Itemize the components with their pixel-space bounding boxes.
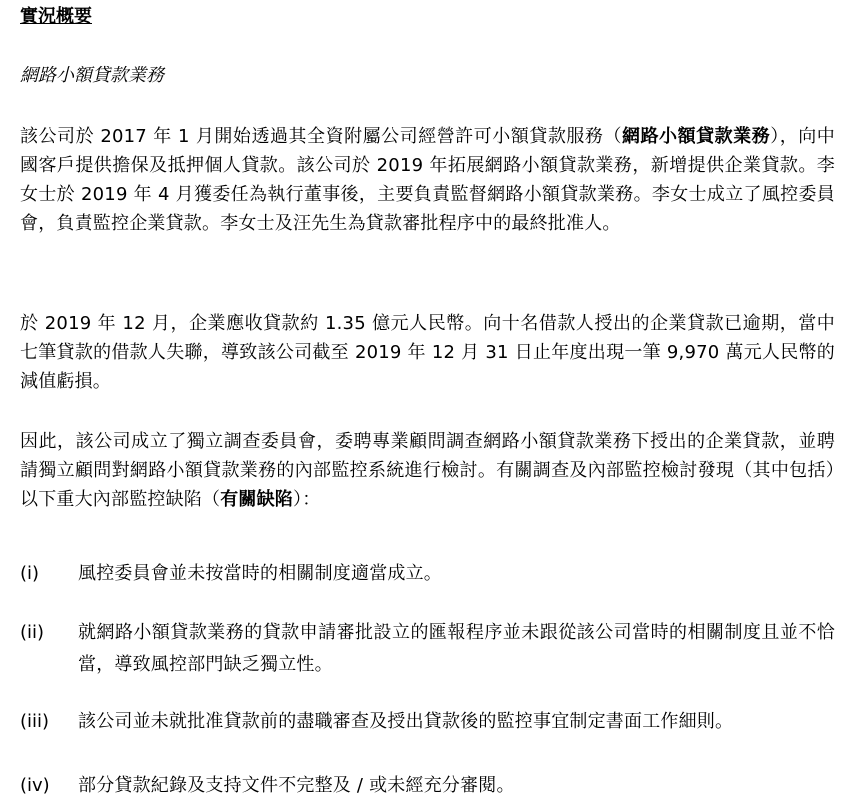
paragraph-3 (20, 427, 835, 514)
paragraph-1-text-b: ），向中國客戶提供擔保及抵押個人貸款。該公司於 2019 年拓展網路小額貸款業務，新增提供企業貸款。李女士於 2019 年 4 月獲委任為執行董事後，主要負責監督網路小額貸款業務。李女士成立了風控委員會，負責監控企業貸款。李女士及汪先生為貸款審批程序中的最終批准人。 (20, 126, 835, 234)
list-item-number: (ii) (20, 622, 45, 643)
paragraph-1-text-a: 該公司於 2017 年 1 月開始透過其全資附屬公司經營許可小額貸款服務（ (20, 126, 622, 147)
list-item-number: (i) (20, 563, 40, 584)
sub-title: 網路小額貸款業務 (20, 65, 164, 86)
list-item-number: (iv) (20, 775, 50, 796)
paragraph-2: 於 2019 年 12 月，企業應收貸款約 1.35 億元人民幣。向十名借款人授出的企業貸款已逾期，當中七筆貸款的借款人失聯，導致該公司截至 2019 年 12 月 31 日止年度出現一筆 9,970 萬元人民幣的減值虧損。 (20, 313, 835, 392)
paragraph-1 (20, 122, 835, 238)
list-item-text: 部分貸款紀錄及支持文件不完整及 / 或未經充分審閱。 (78, 775, 515, 796)
paragraph-3-text-b: ）： (293, 489, 321, 510)
paragraph-1-bold-term: 網路小額貸款業務 (622, 126, 771, 147)
section-title: 實況概要 (20, 6, 92, 27)
list-item-text: 風控委員會並未按當時的相關制度適當成立。 (78, 563, 442, 584)
list-item-number: (iii) (20, 711, 50, 732)
paragraph-3-bold-term: 有關缺陷 (220, 489, 294, 510)
list-item-text: 該公司並未就批准貸款前的盡職審查及授出貸款後的監控事宜制定書面工作細則。 (78, 711, 734, 732)
paragraph-3-text-a: 因此，該公司成立了獨立調查委員會，委聘專業顧問調查網路小額貸款業務下授出的企業貸款，並聘請獨立顧問對網路小額貸款業務的內部監控系統進行檢討。有關調查及內部監控檢討發現（其中包括）以下重大內部監控缺陷（ (20, 431, 835, 510)
list-item-text: 就網路小額貸款業務的貸款申請審批設立的匯報程序並未跟從該公司當時的相關制度且並不恰當，導致風控部門缺乏獨立性。 (78, 622, 835, 675)
